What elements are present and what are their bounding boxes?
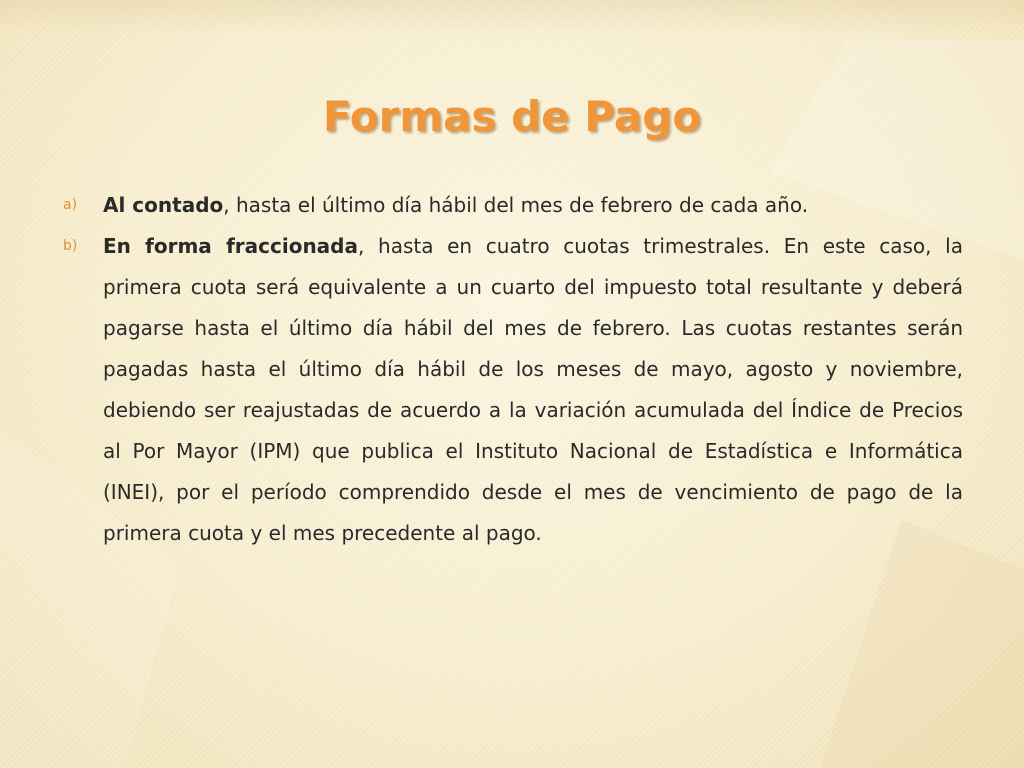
item-lead: En forma fraccionada [103, 234, 358, 258]
payment-options-list [63, 185, 963, 554]
slide-title: Formas de Pago [322, 92, 702, 141]
list-marker: a) [63, 197, 78, 213]
item-text: , hasta en cuatro cuotas trimestrales. En este caso, la primera cuota será equivalente a un cuarto del impuesto total resultante y deberá pagarse hasta el último día hábil del mes de febrero. Las cuotas restantes serán pagadas hasta el último día hábil de los meses de mayo, agosto y noviembre, debiendo ser reajustadas de acuerdo a la variación acumulada del Índice de Precios al Por Mayor (IPM) que publica el Instituto Nacional de Estadística e Informática (INEI), por el período comprendido desde el mes de vencimiento de pago de la primera cuota y el mes precedente al pago. [103, 234, 963, 545]
background-top-band [0, 0, 1024, 34]
list-item [63, 226, 963, 554]
item-lead: Al contado [103, 193, 224, 217]
list-item [63, 185, 963, 226]
background-facet [820, 520, 1024, 768]
item-text: , hasta el último día hábil del mes de febrero de cada año. [223, 193, 809, 217]
list-marker: b) [63, 238, 78, 254]
